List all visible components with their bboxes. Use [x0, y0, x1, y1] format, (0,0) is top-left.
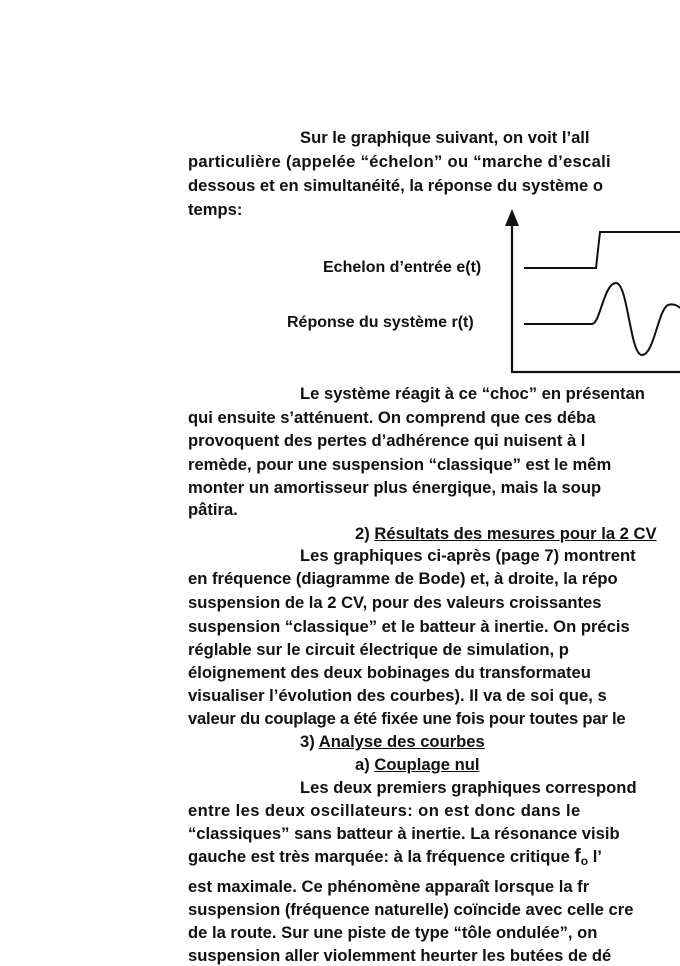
section-3-line-3: “classiques” sans batteur à inertie. La résonance visib	[188, 824, 620, 843]
step-response-figure	[500, 205, 680, 377]
section-3-line-1: Les deux premiers graphiques correspond	[300, 778, 637, 797]
section-3-line-4-text: gauche est très marquée: à la fréquence critique	[188, 847, 575, 866]
intro-line-4: temps:	[188, 200, 243, 219]
section-3-line-7: de la route. Sur une piste de type “tôle ondulée”, on	[188, 923, 598, 942]
subsection-a-number: a)	[355, 755, 375, 774]
section-3-line-5: est maximale. Ce phénomène apparaît lorsque la fr	[188, 877, 590, 896]
response-label: Réponse du système r(t)	[287, 314, 474, 331]
section-2-line-4: suspension “classique” et le batteur à inertie. On précis	[188, 617, 630, 636]
section-2-line-5: réglable sur le circuit électrique de simulation, p	[188, 640, 569, 659]
reaction-line-6: pâtira.	[188, 500, 238, 519]
intro-line-1: Sur le graphique suivant, on voit l’all	[300, 128, 590, 147]
section-2-heading	[355, 524, 657, 544]
section-2-number: 2)	[355, 524, 375, 543]
intro-line-2: particulière (appelée “échelon” ou “marche d’escali	[188, 152, 611, 171]
intro-line-3: dessous et en simultanéité, la réponse du système o	[188, 176, 603, 195]
section-2-line-2: en fréquence (diagramme de Bode) et, à droite, la répo	[188, 569, 618, 588]
response-curve	[524, 283, 680, 355]
section-3-number: 3)	[300, 732, 319, 751]
input-step-curve	[524, 232, 680, 268]
subsection-a-heading	[355, 755, 479, 775]
input-step-label: Echelon d’entrée e(t)	[323, 259, 482, 276]
critical-frequency-symbol: f	[574, 846, 581, 867]
reaction-line-3: provoquent des pertes d’adhérence qui nuisent à l	[188, 431, 586, 450]
section-2-title: Résultats des mesures pour la 2 CV	[374, 524, 657, 543]
section-3-title: Analyse des courbes	[318, 732, 485, 751]
section-3-line-2: entre les deux oscillateurs: on est donc dans le	[188, 801, 581, 820]
section-2-line-6: éloignement des deux bobinages du transformateu	[188, 663, 591, 682]
reaction-line-5: monter un amortisseur plus énergique, mais la soup	[188, 478, 602, 497]
section-2-line-3: suspension de la 2 CV, pour des valeurs croissantes	[188, 593, 602, 612]
section-3-line-8: suspension aller violemment heurter les butées de dé	[188, 946, 612, 965]
section-3-line-4	[188, 847, 602, 871]
section-2-line-1: Les graphiques ci-après (page 7) montrent	[300, 546, 636, 565]
section-2-line-8: valeur du couplage a été fixée une fois pour toutes par le	[188, 709, 626, 728]
subsection-a-title: Couplage nul	[374, 755, 480, 774]
reaction-line-2: qui ensuite s’atténuent. On comprend que ces déba	[188, 408, 596, 427]
section-2-line-7: visualiser l’évolution des courbes). Il va de soi que, s	[188, 686, 607, 705]
section-3-line-6: suspension (fréquence naturelle) coïncide avec celle cre	[188, 900, 634, 919]
critical-frequency-subscript: o	[580, 854, 589, 868]
section-3-line-4-tail: l’	[588, 847, 602, 866]
reaction-line-1: Le système réagit à ce “choc” en présentan	[300, 384, 645, 403]
reaction-line-4: remède, pour une suspension “classique” est le mêm	[188, 455, 612, 474]
section-3-heading	[300, 732, 485, 752]
